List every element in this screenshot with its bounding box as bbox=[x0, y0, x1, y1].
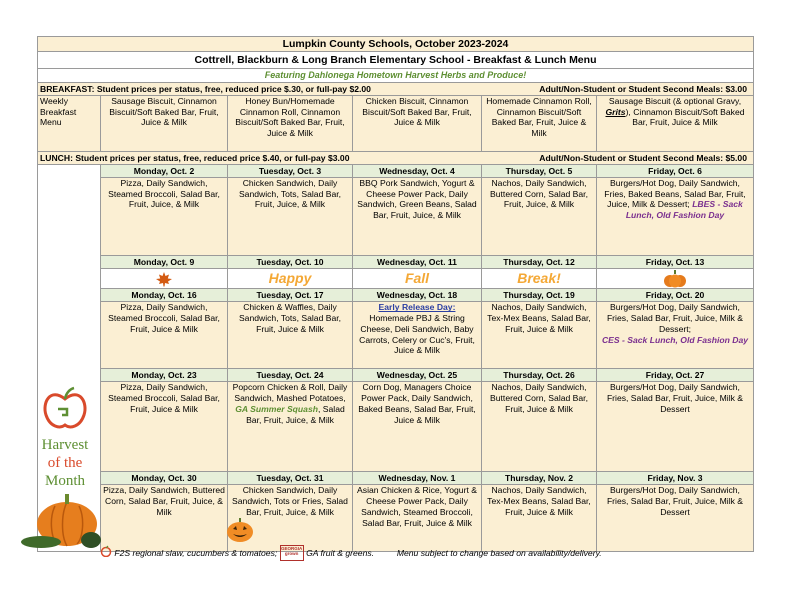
day-header: Thursday, Nov. 2 bbox=[482, 472, 597, 485]
ga-note: GA fruit & greens. bbox=[306, 548, 375, 558]
lunch-cell: Pizza, Daily Sandwich, Steamed Broccoli, Salad Bar, Fruit, Juice, & Milk bbox=[101, 178, 228, 256]
lunch-cell: Early Release Day: Homemade PBJ & String Cheese, Deli Sandwich, Baby Carrots, Celery or Cuc's, Fruit, Juice & Milk bbox=[353, 302, 482, 369]
change-note: Menu subject to change based on availability/delivery. bbox=[396, 548, 602, 558]
happy-banner: Happy bbox=[228, 269, 353, 289]
breakfast-wed: Chicken Biscuit, Cinnamon Biscuit/Soft Baked Bar, Fruit, Juice & Milk bbox=[353, 96, 482, 152]
lunch-cell: Nachos, Daily Sandwich, Buttered Corn, Salad Bar, Fruit, Juice, & Milk bbox=[482, 178, 597, 256]
day-header: Tuesday, Oct. 17 bbox=[228, 289, 353, 302]
day-header: Tuesday, Oct. 3 bbox=[228, 165, 353, 178]
day-header: Thursday, Oct. 12 bbox=[482, 256, 597, 269]
featuring-line: Featuring Dahlonega Hometown Harvest Herbs and Produce! bbox=[38, 69, 754, 83]
day-header: Wednesday, Oct. 25 bbox=[353, 369, 482, 382]
breakfast-fri: Sausage Biscuit (& optional Gravy, Grits), Cinnamon Biscuit/Soft Baked Bar, Fruit, Juice & Milk bbox=[597, 96, 754, 152]
footer bbox=[100, 545, 740, 559]
lunch-cell: Nachos, Daily Sandwich, Tex-Mex Beans, Salad Bar, Fruit, Juice & Milk bbox=[482, 302, 597, 369]
break-banner: Break! bbox=[482, 269, 597, 289]
breakfast-prices: BREAKFAST: Student prices per status, free, reduced price $.30, or full-pay $2.00 bbox=[40, 84, 371, 94]
squash-pumpkins-image bbox=[21, 486, 101, 550]
day-header: Thursday, Oct. 19 bbox=[482, 289, 597, 302]
lunch-cell: Pizza, Daily Sandwich, Buttered Corn, Salad Bar, Fruit, Juice, & Milk bbox=[101, 485, 228, 552]
svg-text:Harvest: Harvest bbox=[41, 437, 89, 453]
pumpkin-icon bbox=[597, 269, 754, 289]
day-header: Friday, Nov. 3 bbox=[597, 472, 754, 485]
lunch-adult-prices: Adult/Non-Student or Student Second Meals: $5.00 bbox=[539, 153, 747, 163]
lunch-cell: Burgers/Hot Dog, Daily Sandwich, Fries, Salad Bar, Fruit, Juice, Milk & Dessert bbox=[597, 382, 754, 472]
lunch-cell: Pizza, Daily Sandwich, Steamed Broccoli, Salad Bar, Fruit, Juice & Milk bbox=[101, 302, 228, 369]
lunch-cell: Nachos, Daily Sandwich, Buttered Corn, Salad Bar, Fruit, Juice & Milk bbox=[482, 382, 597, 472]
grits-local-item: Grits bbox=[605, 106, 626, 117]
day-header: Tuesday, Oct. 10 bbox=[228, 256, 353, 269]
day-header: Monday, Oct. 9 bbox=[101, 256, 228, 269]
day-header: Monday, Oct. 30 bbox=[101, 472, 228, 485]
lunch-cell: Burgers/Hot Dog, Daily Sandwich, Fries, Salad Bar, Fruit, Juice, Milk & Dessert bbox=[597, 485, 754, 552]
day-header: Wednesday, Oct. 4 bbox=[353, 165, 482, 178]
breakfast-adult-prices: Adult/Non-Student or Student Second Meals: $3.00 bbox=[539, 84, 747, 94]
day-header: Friday, Oct. 27 bbox=[597, 369, 754, 382]
apple-icon bbox=[40, 385, 90, 495]
day-header: Wednesday, Nov. 1 bbox=[353, 472, 482, 485]
lunch-cell: Chicken Sandwich, Daily Sandwich, Tots, Salad Bar, Fruit, Juice, & Milk bbox=[228, 178, 353, 256]
breakfast-thu: Homemade Cinnamon Roll, Cinnamon Biscuit/Soft Baked Bar, Fruit, Juice & Milk bbox=[482, 96, 597, 152]
harvest-of-the-month-logo bbox=[40, 385, 90, 495]
lunch-prices: LUNCH: Student prices per status, free, reduced price $.40, or full-pay $3.00 bbox=[40, 153, 350, 163]
lunch-cell: Nachos, Daily Sandwich, Tex-Mex Beans, Salad Bar, Fruit, Juice & Milk bbox=[482, 485, 597, 552]
lunch-cell: Popcorn Chicken & Roll, Daily Sandwich, Mashed Potatoes, GA Summer Squash, Salad Bar, Fruit, Juice, & Milk bbox=[228, 382, 353, 472]
early-release-note: Early Release Day: bbox=[378, 302, 456, 313]
apple-icon bbox=[100, 545, 112, 561]
menu-table bbox=[37, 36, 754, 552]
lunch-price-bar bbox=[38, 152, 754, 165]
day-header: Friday, Oct. 20 bbox=[597, 289, 754, 302]
breakfast-tue: Honey Bun/Homemade Cinnamon Roll, Cinnamon Biscuit/Soft Baked Bar, Fruit, Juice & Milk bbox=[228, 96, 353, 152]
lunch-cell: Asian Chicken & Rice, Yogurt & Cheese Power Pack, Daily Sandwich, Steamed Broccoli, Salad Bar, Fruit, Juice & Milk bbox=[353, 485, 482, 552]
lunch-cell: Chicken Sandwich, Daily Sandwich, Tots or Fries, Salad Bar, Fruit, Juice, & Milk bbox=[228, 485, 353, 552]
lunch-cell: Pizza, Daily Sandwich, Steamed Broccoli, Salad Bar, Fruit, Juice & Milk bbox=[101, 382, 228, 472]
menu-subtitle: Cottrell, Blackburn & Long Branch Elementary School - Breakfast & Lunch Menu bbox=[38, 52, 754, 69]
ces-note: CES - Sack Lunch, Old Fashion Day bbox=[601, 334, 749, 345]
lunch-cell: Burgers/Hot Dog, Daily Sandwich, Fries, Baked Beans, Salad Bar, Fruit, Juice, Milk & Dessert; LBES - Sack Lunch, Old Fashion Day bbox=[597, 178, 754, 256]
fall-banner: Fall bbox=[353, 269, 482, 289]
svg-text:Month: Month bbox=[44, 473, 86, 489]
day-header: Friday, Oct. 6 bbox=[597, 165, 754, 178]
day-header: Friday, Oct. 13 bbox=[597, 256, 754, 269]
day-header: Thursday, Oct. 5 bbox=[482, 165, 597, 178]
georgia-grown-badge-icon: GEORGIA grown bbox=[280, 545, 304, 561]
day-header: Tuesday, Oct. 24 bbox=[228, 369, 353, 382]
breakfast-price-bar bbox=[38, 83, 754, 96]
day-header: Thursday, Oct. 26 bbox=[482, 369, 597, 382]
day-header: Monday, Oct. 2 bbox=[101, 165, 228, 178]
lunch-cell: Corn Dog, Managers Choice Power Pack, Daily Sandwich, Baked Beans, Salad Bar, Fruit, Juice & Milk bbox=[353, 382, 482, 472]
maple-leaf-icon bbox=[101, 269, 228, 289]
lunch-cell: Chicken & Waffles, Daily Sandwich, Tots, Salad Bar, Fruit, Juice & Milk bbox=[228, 302, 353, 369]
f2s-note: F2S regional slaw, cucumbers & tomatoes; bbox=[114, 548, 278, 558]
breakfast-label: Weekly Breakfast Menu bbox=[38, 96, 101, 152]
day-header: Tuesday, Oct. 31 bbox=[228, 472, 353, 485]
jack-o-lantern-icon bbox=[226, 518, 254, 542]
breakfast-mon: Sausage Biscuit, Cinnamon Biscuit/Soft Baked Bar, Fruit, Juice & Milk bbox=[101, 96, 228, 152]
ga-squash-item: GA Summer Squash bbox=[235, 403, 318, 414]
day-header: Wednesday, Oct. 18 bbox=[353, 289, 482, 302]
lunch-cell: BBQ Pork Sandwich, Yogurt & Cheese Power Pack, Daily Sandwich, Green Beans, Salad Bar, Fruit, Juice, & Milk bbox=[353, 178, 482, 256]
day-header: Monday, Oct. 16 bbox=[101, 289, 228, 302]
day-header: Wednesday, Oct. 11 bbox=[353, 256, 482, 269]
day-header: Monday, Oct. 23 bbox=[101, 369, 228, 382]
lbes-note: LBES - Sack Lunch, Old Fashion Day bbox=[625, 199, 743, 221]
svg-text:of the: of the bbox=[47, 455, 83, 471]
lunch-cell: Burgers/Hot Dog, Daily Sandwich, Fries, Salad Bar, Fruit, Juice, Milk & Dessert; CES - Sack Lunch, Old Fashion Day bbox=[597, 302, 754, 369]
menu-title: Lumpkin County Schools, October 2023-2024 bbox=[38, 37, 754, 52]
